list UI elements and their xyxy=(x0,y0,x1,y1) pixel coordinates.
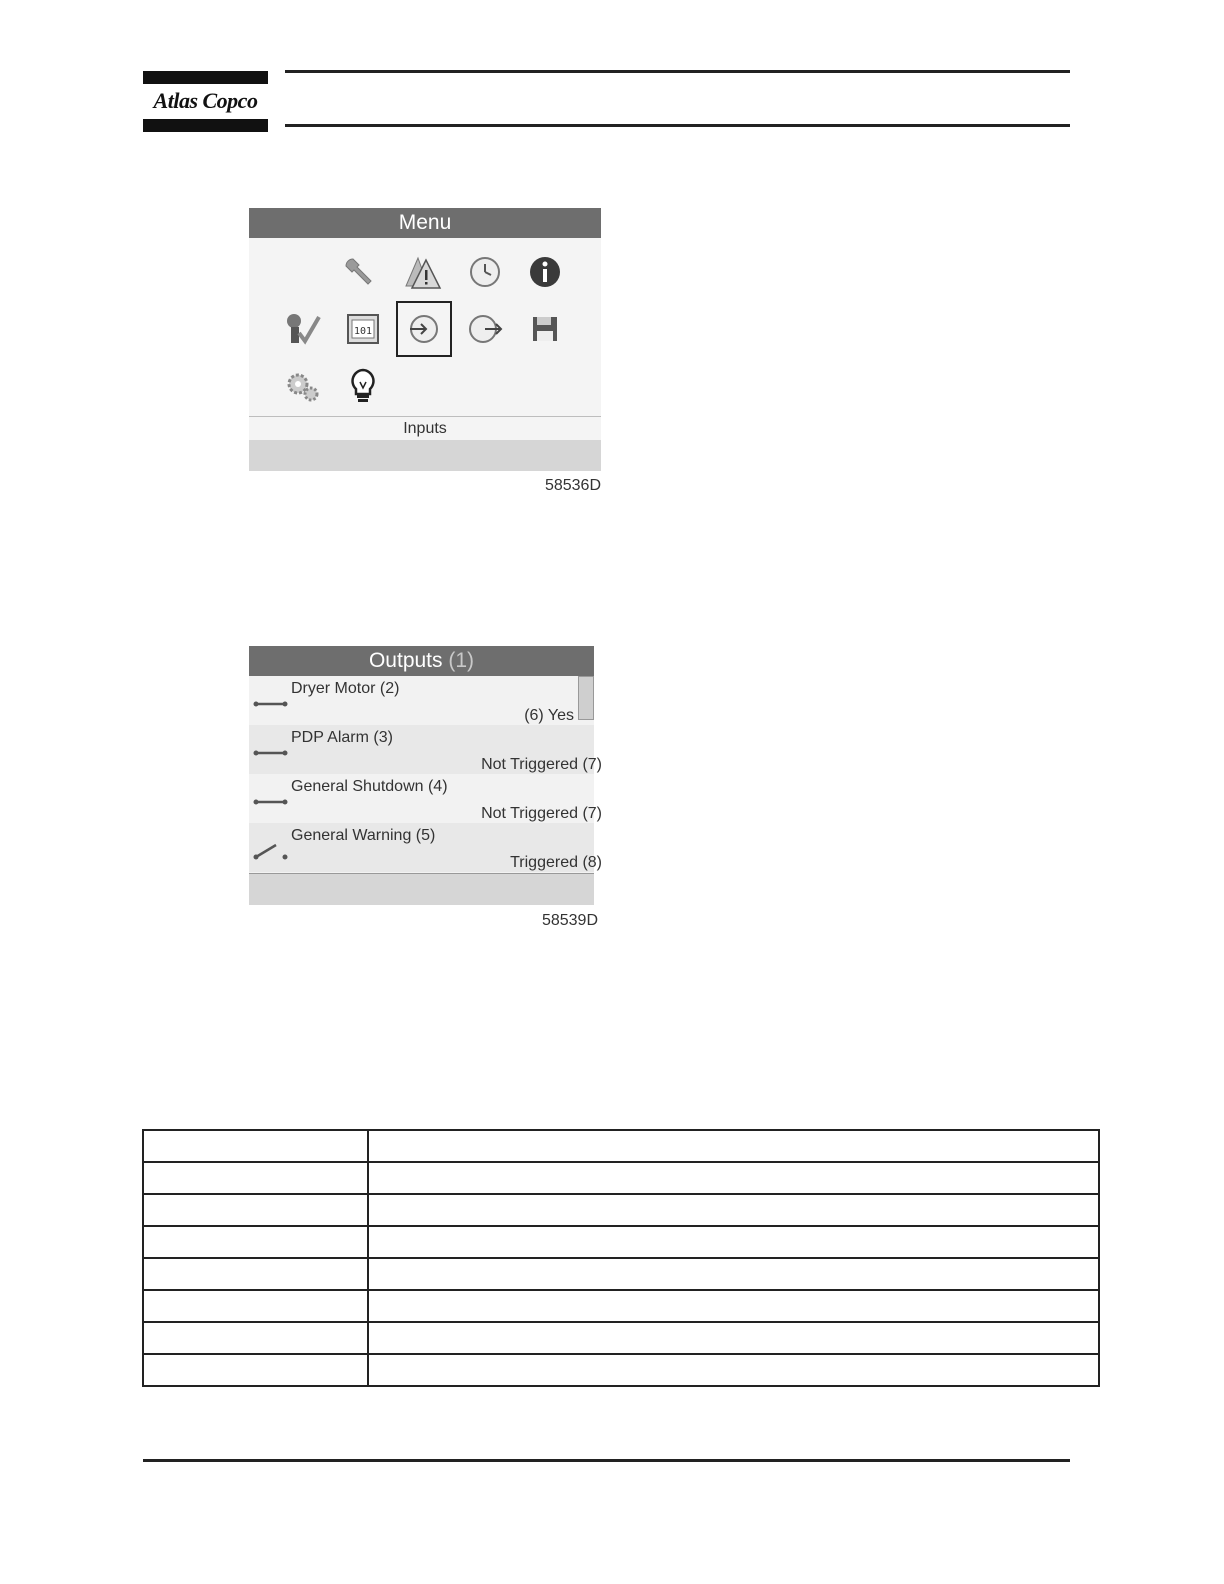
switch-open-icon xyxy=(252,694,288,714)
outputs-title-ref: (1) xyxy=(448,649,475,672)
table-row xyxy=(143,1194,1099,1226)
table-cell xyxy=(143,1290,368,1322)
save-disk-icon[interactable] xyxy=(523,307,567,351)
gears-icon[interactable] xyxy=(281,364,325,408)
table-row xyxy=(143,1354,1099,1386)
switch-open-icon xyxy=(252,743,288,763)
counter-display-icon[interactable] xyxy=(341,307,385,351)
warning-triangle-icon[interactable] xyxy=(402,250,446,294)
table-cell xyxy=(368,1322,1099,1354)
table-row xyxy=(143,1258,1099,1290)
output-state: Triggered (8) xyxy=(510,854,602,871)
menu-screen xyxy=(249,208,601,471)
header-rule-top xyxy=(285,70,1070,73)
table-cell xyxy=(368,1258,1099,1290)
output-row-general-shutdown[interactable] xyxy=(249,774,602,823)
info-icon[interactable] xyxy=(523,250,567,294)
table-cell xyxy=(368,1130,1099,1162)
switch-open-icon xyxy=(252,792,288,812)
table-cell xyxy=(143,1130,368,1162)
atlas-copco-logo xyxy=(143,71,268,132)
table-cell xyxy=(143,1354,368,1386)
output-row-pdp-alarm[interactable] xyxy=(249,725,602,774)
output-state: Not Triggered (7) xyxy=(481,805,602,822)
figure-code-menu: 58536D xyxy=(544,477,601,494)
table-cell xyxy=(368,1162,1099,1194)
svg-text:101: 101 xyxy=(353,326,373,337)
output-state: (6) Yes xyxy=(524,707,574,724)
table-cell xyxy=(368,1194,1099,1226)
figure-code-outputs: 58539D xyxy=(541,912,598,929)
outputs-icon[interactable] xyxy=(463,307,507,351)
logo-text: Atlas Copco xyxy=(153,88,258,113)
inputs-icon[interactable] xyxy=(402,307,446,351)
reference-table xyxy=(142,1129,1100,1387)
menu-title: Menu xyxy=(249,208,601,238)
table-cell xyxy=(143,1162,368,1194)
output-state: Not Triggered (7) xyxy=(481,756,602,773)
menu-bottom-bar xyxy=(249,440,601,471)
table-cell xyxy=(143,1322,368,1354)
table-cell xyxy=(368,1290,1099,1322)
output-name: General Shutdown (4) xyxy=(291,778,448,795)
table-row xyxy=(143,1162,1099,1194)
output-row-general-warning[interactable] xyxy=(249,823,602,872)
table-row xyxy=(143,1226,1099,1258)
output-name: General Warning (5) xyxy=(291,827,436,844)
wrench-icon[interactable] xyxy=(341,250,385,294)
table-row xyxy=(143,1290,1099,1322)
footer-rule xyxy=(143,1459,1070,1462)
table-row xyxy=(143,1130,1099,1162)
clock-icon[interactable] xyxy=(463,250,507,294)
outputs-scrollbar[interactable] xyxy=(578,676,594,720)
table-cell xyxy=(368,1354,1099,1386)
output-row-dryer-motor[interactable] xyxy=(249,676,594,725)
table-row xyxy=(143,1322,1099,1354)
table-cell xyxy=(143,1226,368,1258)
checklist-icon[interactable] xyxy=(281,307,325,351)
selected-menu-label: Inputs xyxy=(249,416,601,440)
output-name: PDP Alarm (3) xyxy=(291,729,393,746)
outputs-bottom-bar xyxy=(249,873,594,905)
logo-bar-bottom xyxy=(143,119,268,132)
table-cell xyxy=(368,1226,1099,1258)
table-cell xyxy=(143,1258,368,1290)
output-name: Dryer Motor (2) xyxy=(291,680,400,697)
table-cell xyxy=(143,1194,368,1226)
outputs-title-text: Outputs xyxy=(368,649,443,672)
logo-bar-top xyxy=(143,71,268,84)
outputs-title xyxy=(249,646,594,676)
header-rule-bottom xyxy=(285,124,1070,127)
outputs-screen xyxy=(249,646,602,904)
lightbulb-icon[interactable] xyxy=(341,364,385,408)
switch-closed-icon xyxy=(252,841,288,861)
